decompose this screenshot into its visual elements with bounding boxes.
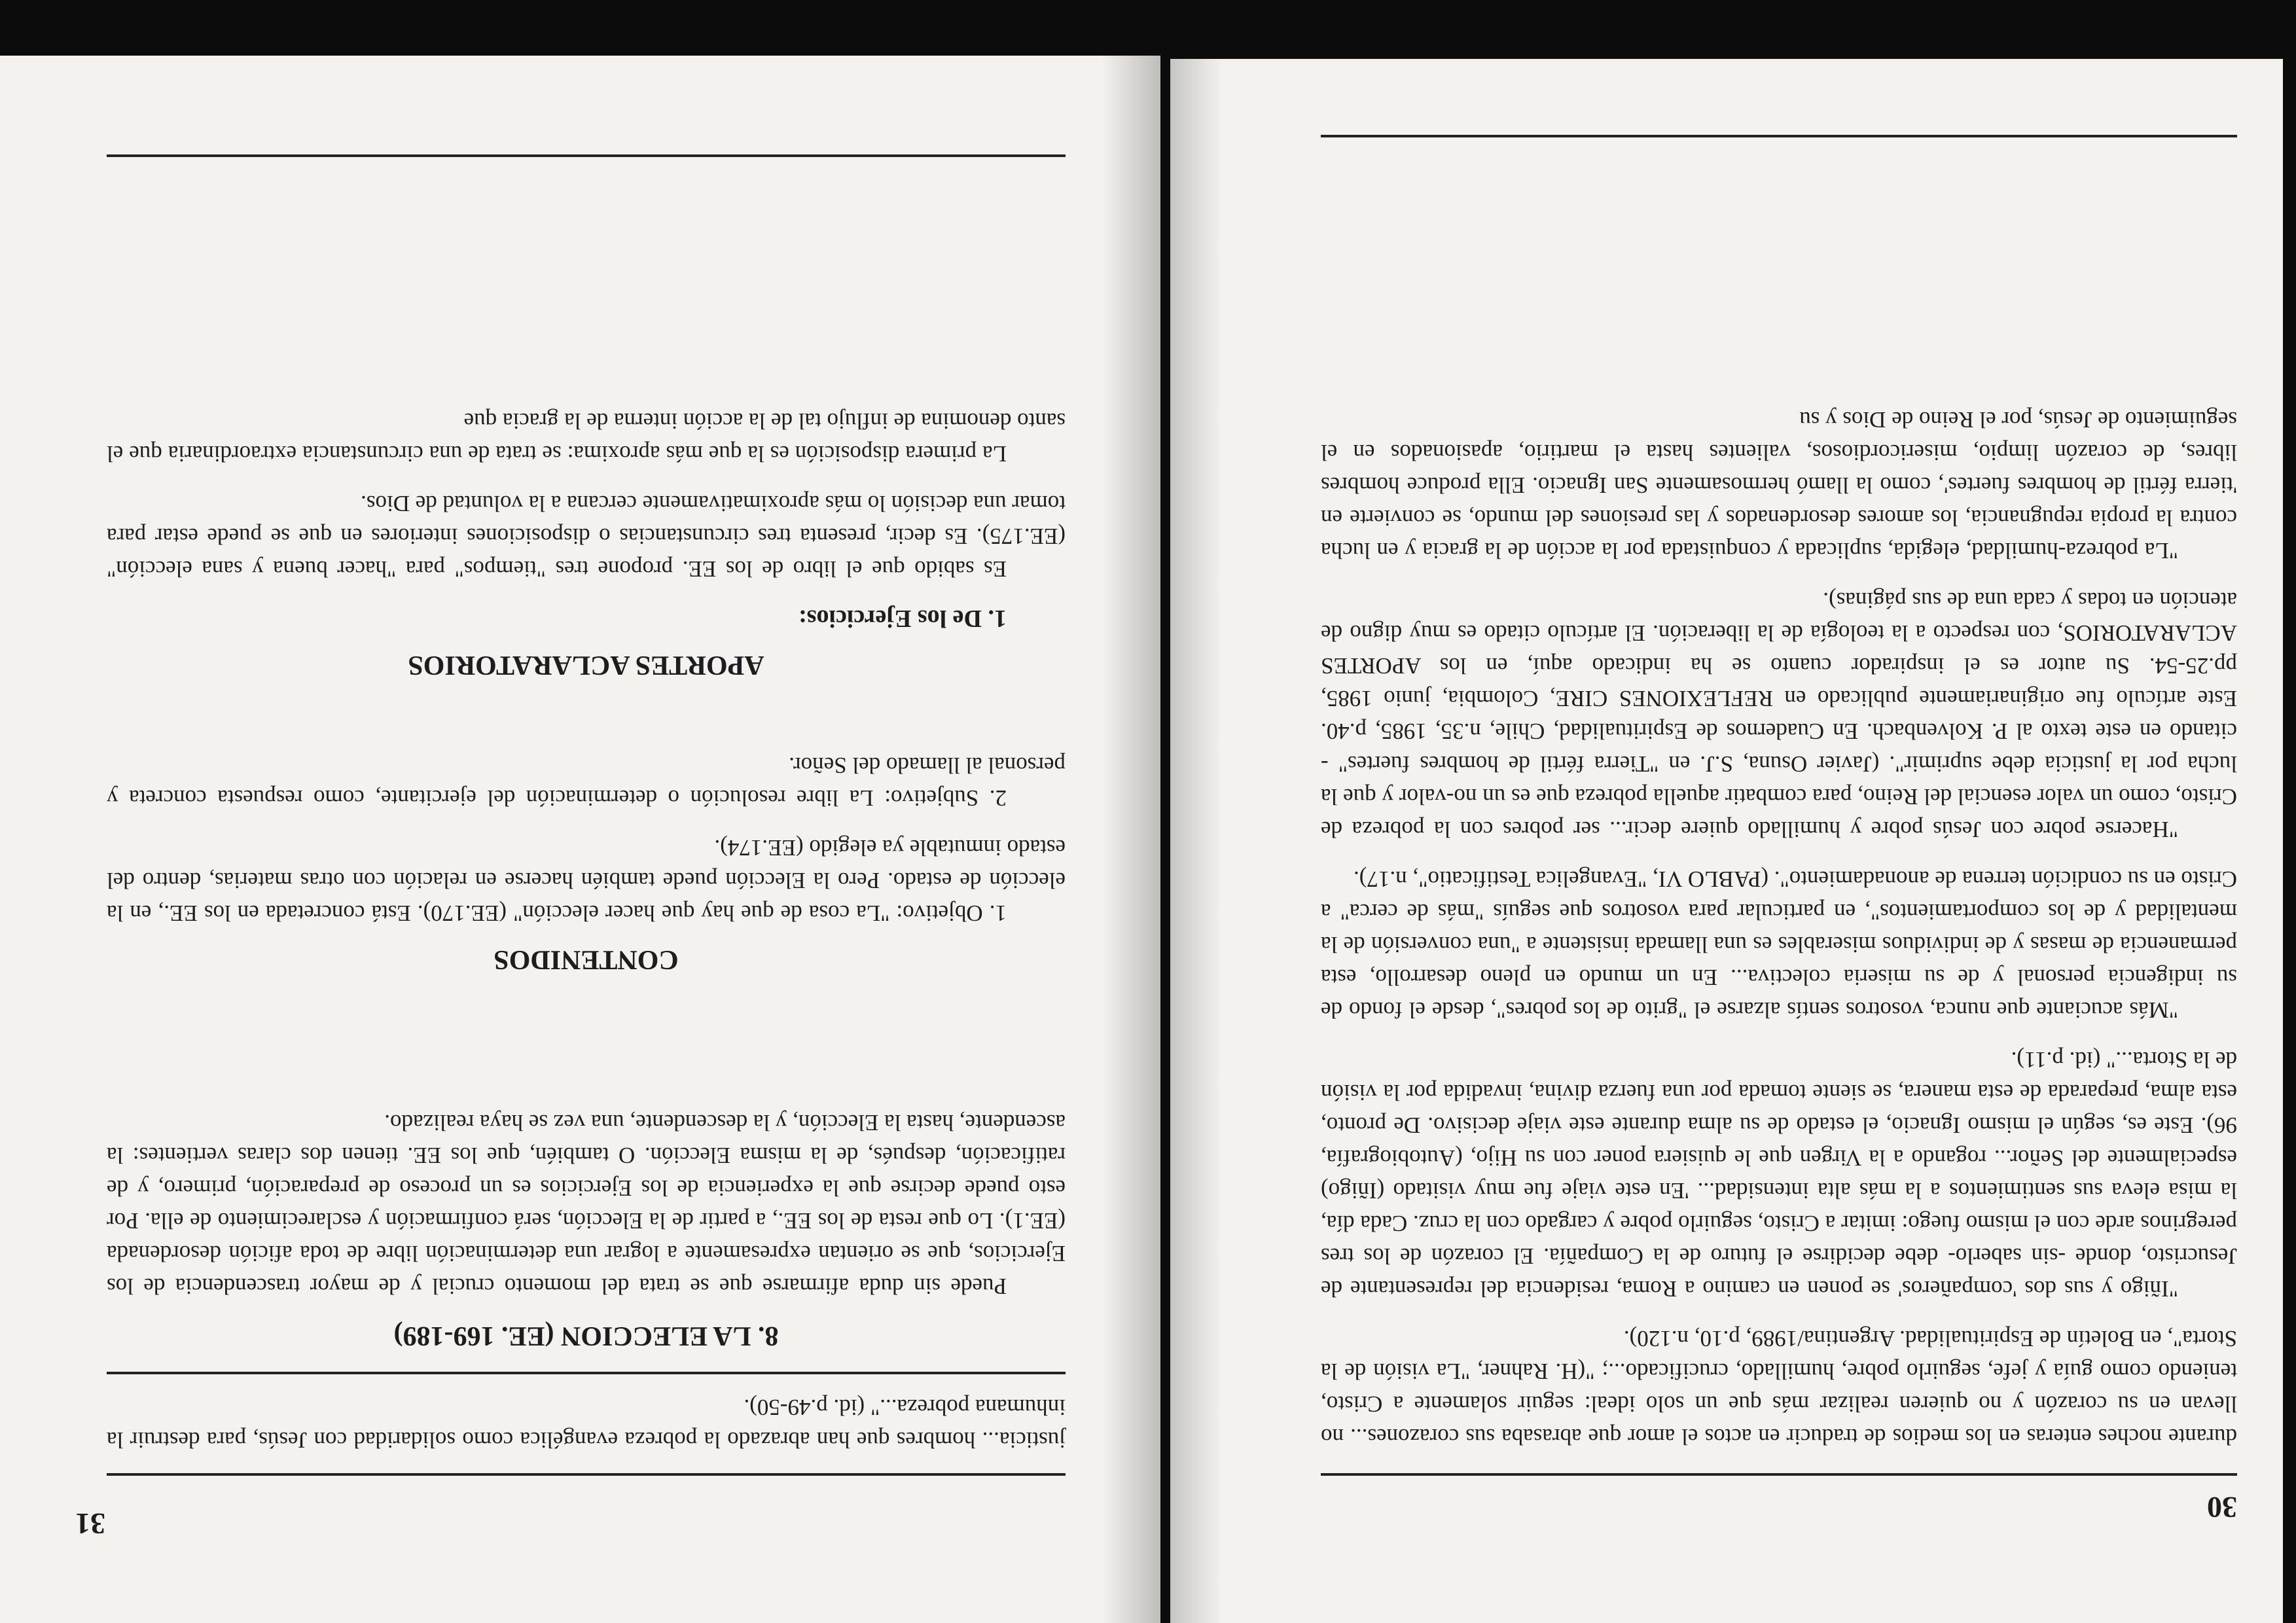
contents-list bbox=[107, 732, 1066, 929]
section-body bbox=[107, 1089, 1066, 1302]
footer-rule bbox=[1321, 135, 2237, 137]
aportes-title: APORTES ACLARATORIOS bbox=[408, 650, 764, 680]
page-30 bbox=[1170, 59, 2283, 1623]
aportes-body bbox=[107, 387, 1066, 635]
contents-item: 1. Objetivo: "La cosa de que hay que hacer elección" (EE.170). Está concretada en los EE., en la elección de estado. Pero la Elección puede también hacerse en relación con otras materias, dentro del estado inmutable ya elegido (EE.174). bbox=[107, 835, 1066, 926]
paragraph: durante noches enteras en los medios de traducir en actos el amor que abrasaba sus corazones... no llevan en su corazón y no quieren realizar más que un solo ideal: seguir solamente a Cristo, teniendo como guía y jefe, seguirlo pobre, humillado, crucificado...; "(H. Rahner, "La visión de la Storta", en Boletín de Espiritualidad. Argentina/1989, p.10, n.120). bbox=[1321, 1326, 2237, 1450]
paragraph: justicia... hombres que han abrazado la pobreza evangélica como solidaridad con Jesús, para destruir la inhumana pobreza..." (id. p.49-50). bbox=[107, 1395, 1066, 1453]
paragraph: Es sabido que el libro de los EE. propone tres "tiempos" para "hacer buena y sana elección" (EE.175). Es decir, presenta tres circunstancias o disposiciones interiores en que se puede estar para tomar una decisión lo más aproximativamente cercana a la voluntad de Dios. bbox=[107, 491, 1066, 582]
header-rule bbox=[107, 1473, 1066, 1476]
section-rule bbox=[107, 1372, 1066, 1374]
paragraph: "Hacerse pobre con Jesús pobre y humillado quiere decir... ser pobres con la pobreza de Cristo, como un valor esencial del Reino, para combatir aquella pobreza que es un no-valor y que la lucha por la justicia debe suprimir". (Javier Osuna, S.J. en "Tierra fértil de hombres fuertes" -citando en este texto al P. Kolvenbach. En Cuadernos de Espiritualidad, Chile, n.35, 1985, p.40. Este artículo fue originariamente publicado en REFLEXIONES CIRE, Colombia, junio 1985, pp.25-54. Su autor es el inspirador cuanto se ha indicado aquí, en los APORTES ACLARATORIOS, con respecto a la teología de la liberación. El artículo citado es muy digno de atención en todas y cada una de sus páginas). bbox=[1321, 588, 2237, 842]
page-31 bbox=[0, 56, 1160, 1623]
page-number: 30 bbox=[2207, 1491, 2237, 1524]
header-rule bbox=[1321, 1473, 2237, 1476]
page-31-text bbox=[107, 1374, 1066, 1456]
page-gutter-shadow bbox=[1102, 56, 1160, 1623]
footer-rule bbox=[107, 154, 1066, 157]
section-title: 8. LA ELECCION (EE. 169-189) bbox=[393, 1321, 779, 1351]
paragraph: "Iñigo y sus dos 'compañeros' se ponen en camino a Roma, residencia del representante de Jesucristo, donde -sin saberlo- debe decidirse el futuro de la Compañía. El corazón de los tres peregrinos arde con el mismo fuego: imitar a Cristo, seguirlo pobre y cargado con la cruz. Cada día, la misa eleva sus sentimientos a la más alta intensidad... 'En este viaje fue muy visitado (Iñigo) especialmente del Señor... rogando a la Virgen que le quisiera poner con su Hijo, (Autobiografía, 96). Este es, según el mismo Ignacio, el estado de su alma durante este viaje decisivo. De pronto, esta alma, preparada de esta manera, se siente tomada por una fuerza divina, invadida por la visión de la Storta..." (id. p.11). bbox=[1321, 1047, 2237, 1302]
contents-title: CONTENIDOS bbox=[493, 944, 679, 974]
page-30-text bbox=[1321, 386, 2237, 1453]
paragraph: La primera disposición es la que más aproxima: se trata de una circunstancia extraordinaria que el santo denomina de influjo tal de la acción interna de la gracia que bbox=[107, 408, 1066, 467]
page-number: 31 bbox=[75, 1507, 105, 1541]
contents-item: 2. Subjetivo: La libre resolución o determinación del ejercitante, como respuesta concreta y personal al llamado del Señor. bbox=[107, 753, 1066, 811]
aportes-subtitle: 1. De los Ejercicios: bbox=[798, 605, 1007, 632]
paragraph: Puede sin duda afirmarse que se trata del momento crucial y de mayor trascendencia de los Ejercicios, que se orientan expresamente a lograr una determinación libre de toda afición desordenada (EE.1). Lo que resta de los EE., a partir de la Elección, será confirmación y esclarecimiento de ella. Por esto puede decirse que la experiencia de los Ejercicios es un proceso de preparación, primero, y de ratificación, después, de la misma Elección. O también, que los EE. tienen dos claras vertientes: la ascendente, hasta la Elección, y la descendente, una vez se haya realizado. bbox=[107, 1110, 1066, 1299]
paragraph: "Más acuciante que nunca, vosotros sentís alzarse el "grito de los pobres", desde el fondo de su indigencia personal y de su miseria colectiva... En un mundo en pleno desarrollo, esta permanencia de masas y de individuos miserables es una llamada insistente a "una conversión de la mentalidad y de los comportamientos", en particular para vosotros que seguís "más de cerca" a Cristo en su condición terrena de anonadamiento". (PABLO VI, "Evangelica Testificatio", n.17). bbox=[1321, 866, 2237, 1023]
paragraph: "La pobreza-humildad, elegida, suplicada y conquistada por la acción de la gracia y en lucha contra la propia repugnancia, los amores desordenados y las presiones del mundo, se convierte en 'tierra fértil de hombres fuertes', como la llamó hermosamente San Ignacio. Ella produce hombres libres, de corazón limpio, misericordiosos, valientes hasta el martirio, apasionados en el seguimiento de Jesús, por el Reino de Dios y su bbox=[1321, 407, 2237, 563]
page-gutter-shadow bbox=[1170, 59, 1223, 1623]
